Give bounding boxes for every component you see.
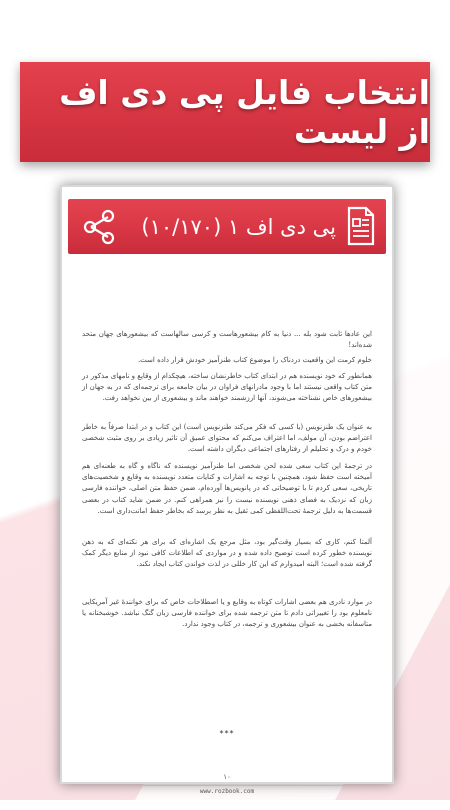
paragraph: همانطور که خود نویسنده هم در ابتدای کتاب خاطرنشان ساخته، هیچکدام از وقایع و نامهای مذکور در متن کتاب واقعی نیستند اما با وجود مادرانهای فراوان در بیان جامعه برای ترجمه‌ای که در به جهان از بیشعورهای خاص نشناخته می‌شوند، آنها ارزشمند خواهند ماند و بیشعوری از بین نخواهد رفت. (82, 372, 372, 403)
paragraph: به عنوان یک طنزنویس (یا کسی که فکر می‌کند طنزنویس است) این کتاب و در ابتدا صرفاً به خاطر اعتراضم بودن، آن مولف، اما اعتراف می‌کنم که محتوای عمیق آن تاثیر زیادی بر روی مثبت شخصی خودم و درک و تحلیلم از رفتارهای اجتماعی دیگران داشته است. (82, 423, 372, 454)
share-icon[interactable] (82, 209, 116, 245)
top-banner (20, 62, 430, 162)
page-number: ۱۰ (223, 773, 231, 781)
app-bar-title: پی دی اف ۱ (۱۰/۱۷۰) (141, 214, 336, 239)
section-ornament: *** (219, 729, 235, 738)
paragraph: این عادها ثابت شود بله ... دنیا به کام بیشعورهاست و کرسی سالهاست که بیشعورهای جهان متحد شده‌اند! (82, 330, 372, 350)
paragraph: در ترجمهٔ این کتاب سعی شده لحن شخصی اما طنزآمیز نویسنده که ناگاه و گاه به طعنه‌ای هم آمیخته است حفظ شود، همچنین با توجه به اشارات و کنایات متعدد نویسنده به وقایع و شخصیت‌های تاریخی، سعی کردم تا با توضیحاتی که در پانویس‌ها آورده‌ام، ضمن حفظ متن اصلی، خواننده فارسی زبان که نزدیک به فضای ذهنی نویسنده نیست را نیز همراهی کنم. در ضمن شاید کتاب در بعضی قسمت‌ها به دلیل ترجمهٔ تحت‌اللفظی کمی ثقیل به نظر برسد که بخاطر حفظ امانت‌داری است. (82, 462, 372, 515)
pdf-document-icon (346, 206, 376, 246)
footer-url: www.rozbook.com (199, 788, 255, 795)
footer-divider (78, 785, 376, 786)
app-bar (68, 199, 386, 254)
paragraph: در موارد نادری هم بعضی اشارات کوتاه به وقایع و یا اصطلاحات خاص که برای خوانندهٔ غیر آمریکایی نامعلوم بود را تغییراتی دادم تا متن ترجمه شده برای خواننده فارسی زبان گنگ نباشد. خوشبختانه یا متاسفانه بخشی به عنوان بیشعوری و ترجمه، در کتاب وجود ندارد. (82, 598, 372, 629)
banner-title: انتخاب فایل پی دی اف از لیست (59, 73, 430, 151)
paragraph: آلمتا کنم، کاری که بسیار وقت‌گیر بود، مثل مرجع یک اشاره‌ای که برای هر نکته‌ای که به ذهن نویسنده خطور کرده است توضیح داده شده و در مواردی که اطلاعات کافی نبود از منابع دیگر کمک گرفته شده است؛ البته امیدوارم که این کار خللی در لذت خواندن کتاب ایجاد نکند. (82, 538, 372, 569)
phone-screen (60, 185, 394, 795)
pdf-page[interactable] (76, 267, 376, 767)
paragraph: خلوم کرمت این واقعیت دردناک را موضوع کتاب طنزآمیز خودش قرار داده است. (137, 356, 372, 364)
